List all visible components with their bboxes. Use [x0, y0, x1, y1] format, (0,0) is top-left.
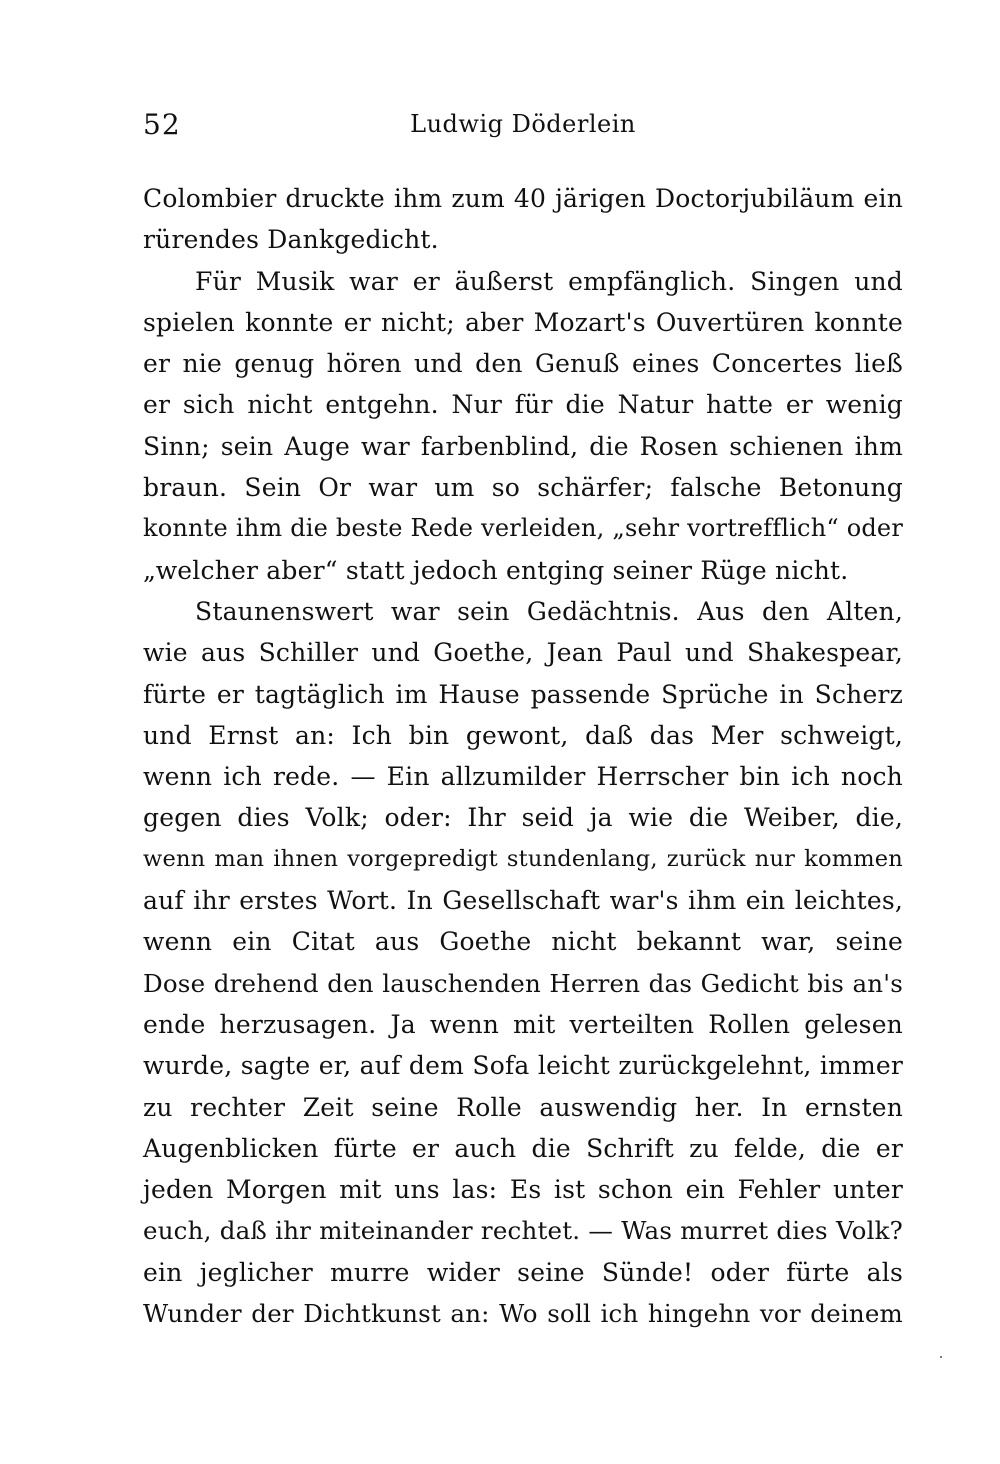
- text-line: zu rechter Zeit seine Rolle auswendig her. In ernsten: [143, 1092, 903, 1122]
- text-line: wurde, sagte er, auf dem Sofa leicht zurückgelehnt, immer: [143, 1051, 903, 1081]
- text-line: er sich nicht entgehn. Nur für die Natur hatte er wenig: [143, 390, 903, 420]
- page-number: 52: [143, 108, 181, 141]
- text-line: braun. Sein Or war um so schärfer; falsche Betonung: [143, 473, 903, 503]
- text-line: jeden Morgen mit uns las: Es ist schon ein Fehler unter: [143, 1175, 903, 1205]
- text-line: Dose drehend den lauschenden Herren das Gedicht bis an's: [143, 968, 903, 998]
- text-line: auf ihr erstes Wort. In Gesellschaft war's ihm ein leichtes,: [143, 886, 903, 916]
- running-title: Ludwig Döderlein: [410, 110, 636, 138]
- text-line: „welcher aber“ statt jedoch entging seiner Rüge nicht.: [143, 555, 849, 585]
- text-line: Sinn; sein Auge war farbenblind, die Rosen schienen ihm: [143, 431, 903, 461]
- text-line: wenn ich rede. — Ein allzumilder Herrscher bin ich noch: [143, 762, 903, 792]
- text-line: Wunder der Dichtkunst an: Wo soll ich hingehn vor deinem: [143, 1299, 903, 1329]
- text-line: fürte er tagtäglich im Hause passende Sprüche in Scherz: [143, 679, 903, 709]
- text-line: rürendes Dankgedicht.: [143, 225, 439, 255]
- text-line: er nie genug hören und den Genuß eines Concertes ließ: [143, 349, 903, 379]
- text-line: wie aus Schiller und Goethe, Jean Paul und Shakespear,: [143, 638, 903, 668]
- text-line: und Ernst an: Ich bin gewont, daß das Mer schweigt,: [143, 720, 903, 750]
- text-line: euch, daß ihr miteinander rechtet. — Was murret dies Volk?: [143, 1216, 903, 1246]
- text-line: Colombier druckte ihm zum 40 järigen Doctorjubiläum ein: [143, 184, 903, 213]
- text-line: gegen dies Volk; oder: Ihr seid ja wie die Weiber, die,: [143, 803, 903, 833]
- print-speck: [940, 1356, 942, 1358]
- text-line: Für Musik war er äußerst empfänglich. Singen und: [195, 266, 903, 296]
- text-body: [143, 178, 903, 1334]
- running-head: [143, 108, 903, 148]
- text-line: konnte ihm die beste Rede verleiden, „sehr vortrefflich“ oder: [143, 514, 903, 543]
- text-line: ende herzusagen. Ja wenn mit verteilten Rollen gelesen: [143, 1009, 903, 1039]
- text-line: wenn man ihnen vorgepredigt stundenlang, zurück nur kommen: [143, 845, 903, 872]
- text-line: spielen konnte er nicht; aber Mozart's Ouvertüren konnte: [143, 307, 903, 337]
- text-line: wenn ein Citat aus Goethe nicht bekannt war, seine: [143, 927, 903, 957]
- text-line: Staunenswert war sein Gedächtnis. Aus den Alten,: [195, 596, 903, 626]
- text-line: Augenblicken fürte er auch die Schrift zu felde, die er: [143, 1133, 903, 1163]
- text-line: ein jeglicher murre wider seine Sünde! oder fürte als: [143, 1257, 903, 1287]
